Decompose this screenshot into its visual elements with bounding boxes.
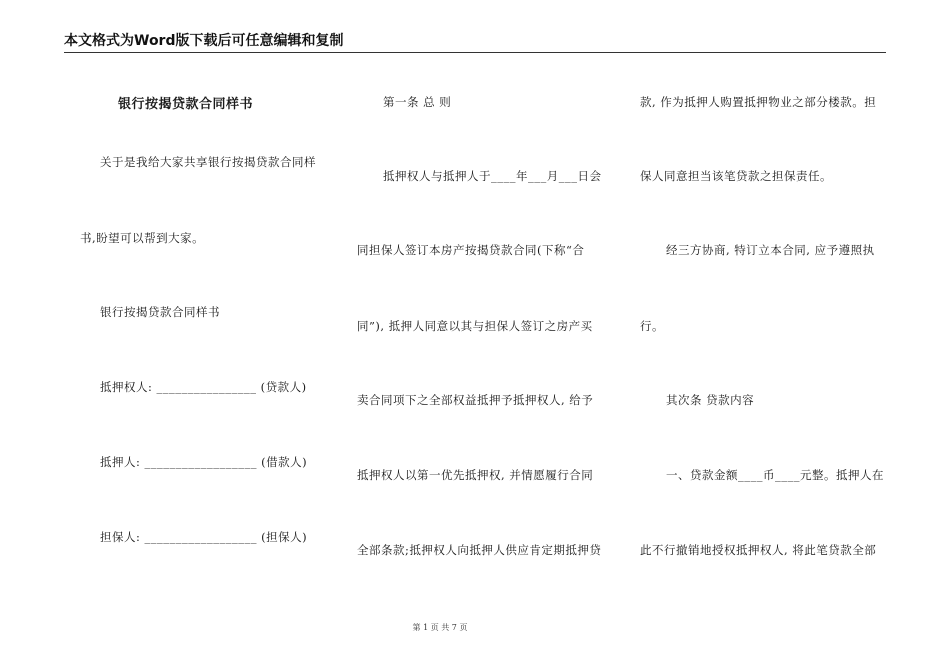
intro-line-1: 关于是我给大家共享银行按揭贷款合同样 xyxy=(100,155,316,169)
column-1 xyxy=(80,0,320,620)
col2-line-3: 同担保人签订本房产按揭贷款合同(下称“合 xyxy=(357,243,585,257)
col3-line-7: 此不行撤销地授权抵押权人, 将此笔贷款全部 xyxy=(640,543,877,557)
col3-line-2: 保人同意担当该笔贷款之担保责任。 xyxy=(640,169,832,183)
contract-subtitle: 银行按揭贷款合同样书 xyxy=(100,305,220,319)
header-text: 本文格式为Word版下载后可任意编辑和复制 xyxy=(64,33,344,49)
page-number: 第 1 页 共 7 页 xyxy=(412,623,468,632)
mortgagor-field: 抵押人: __________________ (借款人) xyxy=(100,455,308,469)
intro-line-2: 书,盼望可以帮到大家。 xyxy=(80,231,205,245)
col3-line-3: 经三方协商, 特订立本合同, 应予遵照执 xyxy=(666,243,875,257)
article-2-heading: 其次条 贷款内容 xyxy=(666,393,755,407)
col2-line-5: 卖合同项下之全部权益抵押予抵押权人, 给予 xyxy=(357,393,594,407)
col2-line-4: 同”), 抵押人同意以其与担保人签订之房产买 xyxy=(357,319,593,333)
col3-line-1: 款, 作为抵押人购置抵押物业之部分楼款。担 xyxy=(640,95,877,109)
page-footer xyxy=(0,622,880,633)
column-3 xyxy=(640,0,890,620)
contract-title: 银行按揭贷款合同样书 xyxy=(118,97,254,112)
guarantor-field: 担保人: __________________ (担保人) xyxy=(100,530,308,544)
col3-line-4: 行。 xyxy=(640,319,664,333)
col2-line-6: 抵押权人以第一优先抵押权, 并情愿履行合同 xyxy=(357,468,594,482)
col2-line-2: 抵押权人与抵押人于____年___月___日会 xyxy=(383,169,602,183)
mortgagee-field: 抵押权人: ________________ (贷款人) xyxy=(100,380,307,394)
col3-line-6: 一、贷款金额____币____元整。抵押人在 xyxy=(666,468,884,482)
col2-line-7: 全部条款;抵押权人向抵押人供应肯定期抵押贷 xyxy=(357,543,602,557)
column-2 xyxy=(357,0,607,620)
article-1-heading: 第一条 总 则 xyxy=(383,95,452,109)
